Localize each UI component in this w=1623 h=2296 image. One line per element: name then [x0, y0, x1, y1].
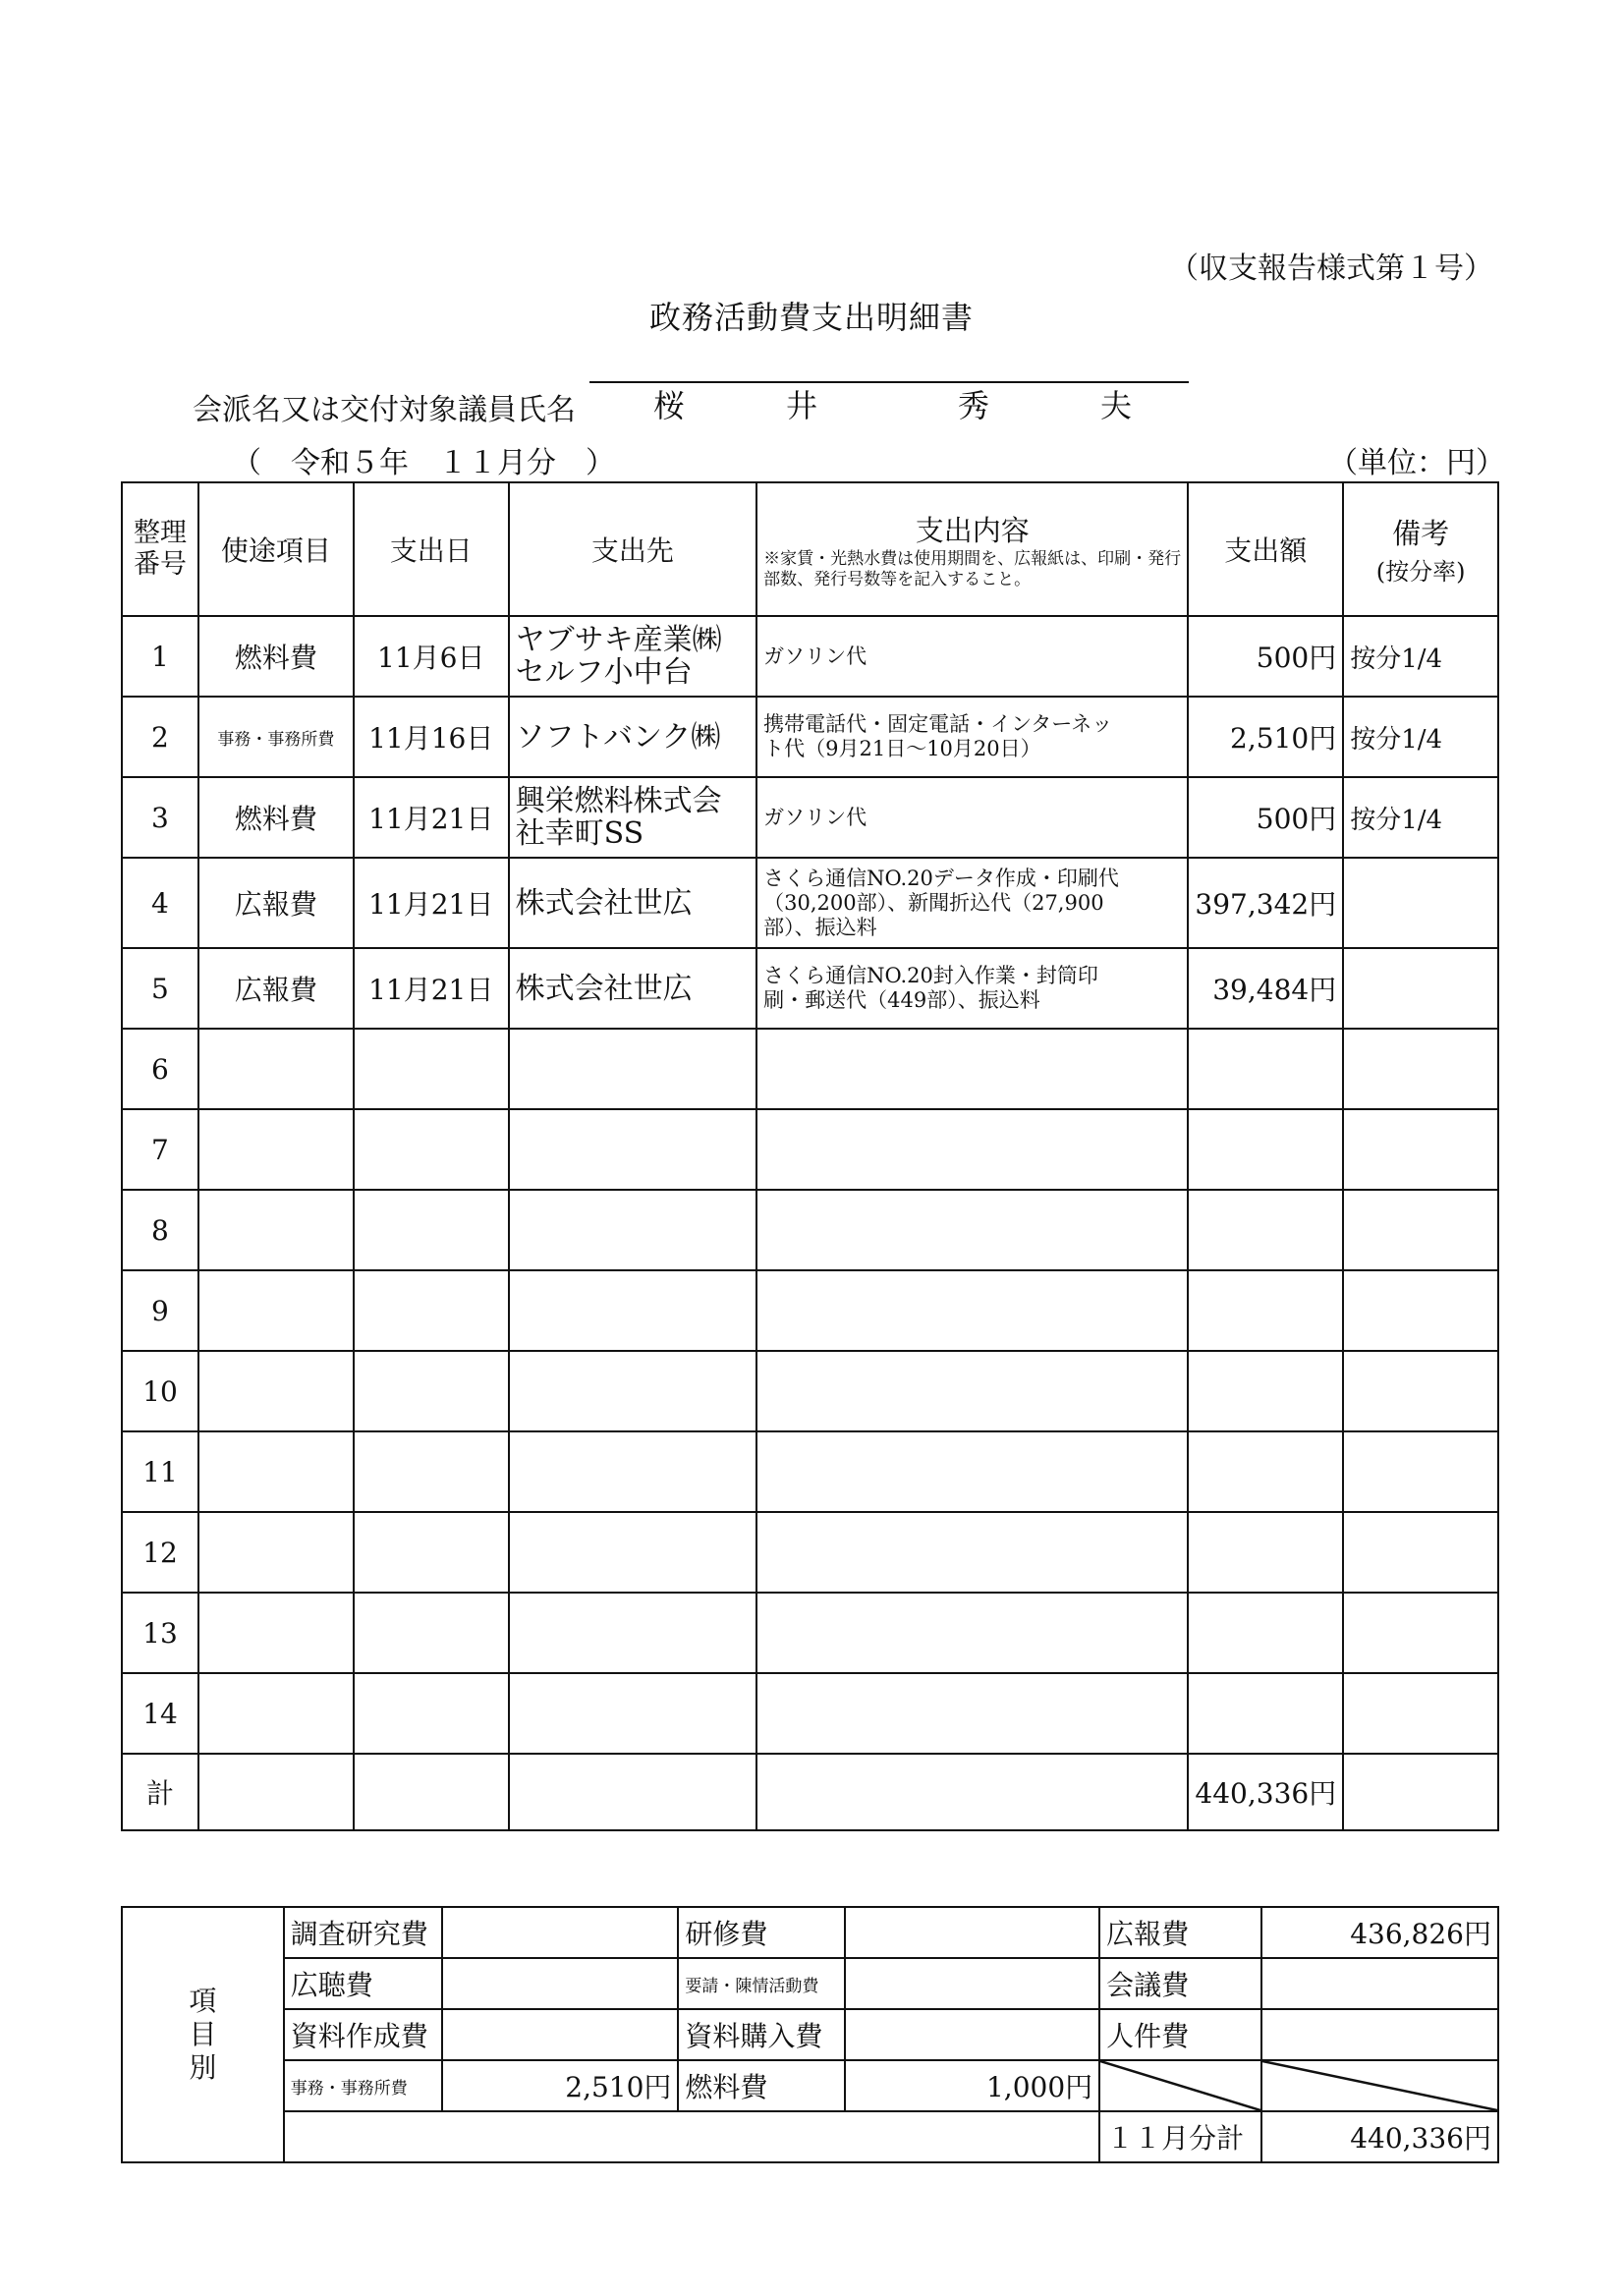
empty-cell: [354, 1754, 509, 1830]
empty-cell: [284, 2111, 1099, 2162]
header-note-title: 備考: [1392, 517, 1450, 550]
materials-prep-label: 資料作成費: [284, 2009, 443, 2060]
total-row: [122, 1754, 1498, 1830]
row-number: 6: [122, 1029, 198, 1109]
row-payee: [509, 1270, 757, 1351]
header-amount: 支出額: [1188, 482, 1343, 616]
row-note: [1343, 1351, 1498, 1431]
content-line: 携帯電話代・固定電話・インターネッ: [763, 712, 1113, 736]
table-row: [122, 777, 1498, 858]
row-payee: [509, 1109, 757, 1190]
row-note: [1343, 1512, 1498, 1593]
row-amount: 397,342円: [1188, 858, 1343, 948]
member-name-char: 井: [786, 387, 818, 424]
row-date: [354, 1512, 509, 1593]
row-payee: [509, 1593, 757, 1673]
payee-line: 社幸町SS: [515, 816, 644, 851]
row-content: [756, 1431, 1188, 1512]
header-no-line: 番号: [133, 549, 187, 580]
header-no-line: 整理: [133, 518, 187, 548]
row-category: [198, 1512, 354, 1593]
row-content: [756, 1190, 1188, 1270]
row-date: 11月21日: [354, 858, 509, 948]
member-name-char: 桜: [653, 387, 686, 424]
row-note: [1343, 1673, 1498, 1754]
row-category: 燃料費: [198, 616, 354, 697]
meeting-label: 会議費: [1099, 1958, 1261, 2009]
row-content: [756, 1351, 1188, 1431]
row-amount: [1188, 1270, 1343, 1351]
row-category: [198, 1593, 354, 1673]
table-row: [122, 1512, 1498, 1593]
petition-value: [845, 1958, 1099, 2009]
table-row: [122, 1270, 1498, 1351]
meeting-value: [1261, 1958, 1498, 2009]
header-payee: 支出先: [509, 482, 757, 616]
row-date: [354, 1029, 509, 1109]
table-row: [122, 616, 1498, 697]
row-number: 3: [122, 777, 198, 858]
row-payee: [509, 858, 757, 948]
month-total-label: １１月分計: [1099, 2111, 1261, 2162]
personnel-value: [1261, 2009, 1498, 2060]
row-amount: 500円: [1188, 616, 1343, 697]
payee-line: 株式会社世広: [515, 971, 693, 1006]
table-row: [122, 1109, 1498, 1190]
member-name: [589, 381, 1189, 424]
row-payee: [509, 948, 757, 1029]
row-note: 按分1/4: [1343, 777, 1498, 858]
payee-line: セルフ小中台: [515, 655, 693, 690]
row-payee: [509, 616, 757, 697]
materials-buy-label: 資料購入費: [678, 2009, 844, 2060]
row-content: [756, 1673, 1188, 1754]
row-amount: [1188, 1673, 1343, 1754]
row-payee: [509, 1431, 757, 1512]
empty-cell: [509, 1754, 757, 1830]
row-content: [756, 616, 1188, 697]
row-category: [198, 1431, 354, 1512]
office-value: 2,510円: [442, 2060, 678, 2111]
row-amount: [1188, 1109, 1343, 1190]
row-amount: 2,510円: [1188, 697, 1343, 777]
payee-line: ヤブサキ産業㈱: [515, 623, 722, 657]
research-value: [442, 1907, 678, 1958]
header-category: 使途項目: [198, 482, 354, 616]
header-content-note: ※家賃・光熱水費は使用期間を、広報紙は、印刷・発行部数、発行号数等を記入すること。: [763, 548, 1182, 589]
empty-cell: [1343, 1754, 1498, 1830]
row-amount: 500円: [1188, 777, 1343, 858]
row-content: [756, 858, 1188, 948]
header-note: [1343, 482, 1498, 616]
row-date: [354, 1190, 509, 1270]
training-label: 研修費: [678, 1907, 844, 1958]
row-number: 4: [122, 858, 198, 948]
pr-label: 広報費: [1099, 1907, 1261, 1958]
row-category: [198, 1109, 354, 1190]
content-line: ガソリン代: [763, 644, 867, 668]
row-number: 13: [122, 1593, 198, 1673]
row-amount: [1188, 1431, 1343, 1512]
row-number: 14: [122, 1673, 198, 1754]
month-total-value: 440,336円: [1261, 2111, 1498, 2162]
row-content: [756, 1512, 1188, 1593]
row-number: 8: [122, 1190, 198, 1270]
row-category: [198, 1190, 354, 1270]
row-amount: [1188, 1593, 1343, 1673]
row-number: 5: [122, 948, 198, 1029]
summary-side-label: [122, 1907, 284, 2162]
row-number: 9: [122, 1270, 198, 1351]
row-amount: 39,484円: [1188, 948, 1343, 1029]
row-category: [198, 1029, 354, 1109]
row-number: 7: [122, 1109, 198, 1190]
row-amount: [1188, 1351, 1343, 1431]
table-row: [122, 948, 1498, 1029]
member-name-char: 秀: [958, 387, 990, 424]
row-date: 11月16日: [354, 697, 509, 777]
fuel-label: 燃料費: [678, 2060, 844, 2111]
row-note: 按分1/4: [1343, 697, 1498, 777]
content-line: さくら通信NO.20封入作業・封筒印: [763, 964, 1098, 987]
side-char: 別: [189, 2051, 217, 2084]
row-note: [1343, 1109, 1498, 1190]
content-line: ト代（9月21日～10月20日）: [763, 737, 1041, 760]
row-note: [1343, 1593, 1498, 1673]
row-date: [354, 1270, 509, 1351]
row-content: [756, 1029, 1188, 1109]
row-date: 11月21日: [354, 777, 509, 858]
header-content-title: 支出内容: [915, 513, 1030, 547]
fuel-value: 1,000円: [845, 2060, 1099, 2111]
unit-label: （単位：円）: [1328, 446, 1505, 480]
pr-value: 436,826円: [1261, 1907, 1498, 1958]
row-date: [354, 1351, 509, 1431]
payee-line: ソフトバンク㈱: [515, 719, 721, 755]
row-content: [756, 1593, 1188, 1673]
personnel-label: 人件費: [1099, 2009, 1261, 2060]
form-number: （収支報告様式第１号）: [1169, 252, 1493, 286]
hearing-label: 広聴費: [284, 1958, 443, 2009]
row-content: [756, 1109, 1188, 1190]
row-number: 1: [122, 616, 198, 697]
row-date: 11月6日: [354, 616, 509, 697]
content-line: 部）、振込料: [763, 915, 877, 939]
row-date: [354, 1593, 509, 1673]
research-label: 調査研究費: [284, 1907, 443, 1958]
row-note: [1343, 1270, 1498, 1351]
office-label: 事務・事務所費: [284, 2060, 443, 2111]
table-header-row: [122, 482, 1498, 616]
row-note: [1343, 948, 1498, 1029]
table-row: [122, 1351, 1498, 1431]
training-value: [845, 1907, 1099, 1958]
row-number: 11: [122, 1431, 198, 1512]
table-row: [122, 697, 1498, 777]
row-category: [198, 1270, 354, 1351]
materials-buy-value: [845, 2009, 1099, 2060]
row-date: 11月21日: [354, 948, 509, 1029]
header-no: [122, 482, 198, 616]
total-label: 計: [122, 1754, 198, 1830]
expenditure-table: [121, 481, 1499, 1831]
row-amount: [1188, 1029, 1343, 1109]
materials-prep-value: [442, 2009, 678, 2060]
row-note: 按分1/4: [1343, 616, 1498, 697]
table-row: [122, 1673, 1498, 1754]
row-note: [1343, 1029, 1498, 1109]
payee-line: 株式会社世広: [515, 885, 693, 921]
row-date: [354, 1431, 509, 1512]
table-row: [122, 858, 1498, 948]
row-note: [1343, 1190, 1498, 1270]
diagonal-blank-cell: [1099, 2060, 1261, 2111]
table-row: [122, 1431, 1498, 1512]
row-payee: [509, 1190, 757, 1270]
row-category: [198, 1351, 354, 1431]
side-char: 項: [189, 1985, 217, 2017]
row-content: [756, 948, 1188, 1029]
row-payee: [509, 1512, 757, 1593]
report-period: （ 令和５年 １１月分 ）: [232, 446, 615, 480]
content-line: （30,200部）、新聞折込代（27,900: [763, 890, 1104, 915]
header-content: [756, 482, 1188, 616]
row-payee: [509, 1029, 757, 1109]
row-content: [756, 697, 1188, 777]
member-name-char: 夫: [1100, 387, 1133, 424]
document-title: 政務活動費支出明細書: [648, 299, 974, 336]
row-payee: [509, 1351, 757, 1431]
row-payee: [509, 1673, 757, 1754]
payee-line: 興栄燃料株式会: [515, 784, 722, 818]
row-note: [1343, 1431, 1498, 1512]
row-category: 広報費: [198, 948, 354, 1029]
empty-cell: [756, 1754, 1188, 1830]
table-row: [122, 1029, 1498, 1109]
hearing-value: [442, 1958, 678, 2009]
category-summary-table: [121, 1906, 1499, 2163]
row-payee: [509, 777, 757, 858]
empty-cell: [198, 1754, 354, 1830]
row-note: [1343, 858, 1498, 948]
table-row: [122, 1593, 1498, 1673]
row-number: 2: [122, 697, 198, 777]
row-date: [354, 1673, 509, 1754]
row-category: 広報費: [198, 858, 354, 948]
header-note-sub: (按分率): [1375, 558, 1466, 586]
row-date: [354, 1109, 509, 1190]
row-content: [756, 777, 1188, 858]
petition-label: 要請・陳情活動費: [678, 1958, 844, 2009]
total-amount: 440,336円: [1188, 1754, 1343, 1830]
row-payee: [509, 697, 757, 777]
row-category: 燃料費: [198, 777, 354, 858]
content-line: 刷・郵送代（449部）、振込料: [763, 988, 1040, 1012]
row-number: 12: [122, 1512, 198, 1593]
table-row: [122, 1190, 1498, 1270]
row-amount: [1188, 1512, 1343, 1593]
content-line: さくら通信NO.20データ作成・印刷代: [763, 866, 1119, 890]
side-char: 目: [189, 2018, 217, 2050]
row-category: [198, 1673, 354, 1754]
diagonal-blank-cell: [1261, 2060, 1498, 2111]
member-label: 会派名又は交付対象議員氏名: [193, 393, 576, 427]
row-category: 事務・事務所費: [198, 697, 354, 777]
row-content: [756, 1270, 1188, 1351]
row-number: 10: [122, 1351, 198, 1431]
content-line: ガソリン代: [763, 805, 867, 829]
row-amount: [1188, 1190, 1343, 1270]
header-date: 支出日: [354, 482, 509, 616]
